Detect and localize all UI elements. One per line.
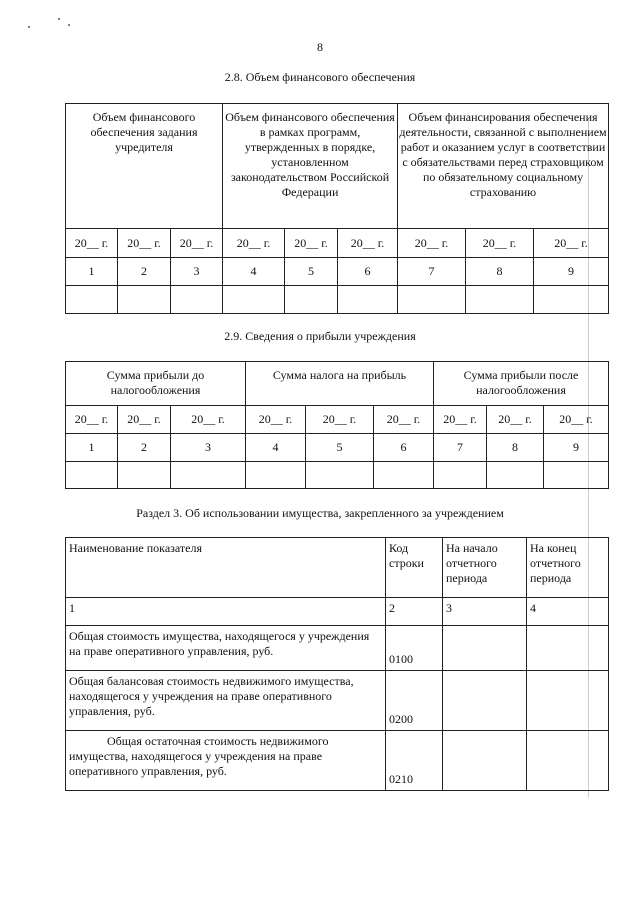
empty-cell [306,462,374,489]
profit-table [65,361,609,489]
empty-cell [66,286,118,314]
empty-cell [223,286,285,314]
year-cell: 20__ г. [466,229,534,258]
year-cell: 20__ г. [66,406,118,434]
empty-cell [374,462,434,489]
scan-speck [58,18,60,20]
year-cell: 20__ г. [544,406,609,434]
page-number: 8 [317,40,323,54]
line-code: 0210 [386,731,443,791]
column-number: 2 [386,598,443,626]
column-number: 7 [398,258,466,286]
year-cell: 20__ г. [398,229,466,258]
group-header-insurance: Объем финансирования обеспечения деятельности, связанной с выполнением работ и оказанием услуг в соответствии с обязательствами перед страховщиком по обязательному социальному страхованию [398,104,609,229]
column-number: 2 [118,258,171,286]
empty-cell [118,462,171,489]
group-header-profit-before-tax: Сумма прибыли до налогообложения [66,362,246,406]
indicator-name: Общая стоимость имущества, находящегося у учреждения на праве оперативного управления, руб. [66,626,386,671]
line-code: 0200 [386,671,443,731]
year-cell: 20__ г. [223,229,285,258]
year-cell: 20__ г. [171,406,246,434]
empty-cell [443,626,527,671]
year-cell: 20__ г. [171,229,223,258]
empty-cell [285,286,338,314]
header-period-end: На конец отчетного периода [527,538,609,598]
year-cell: 20__ г. [118,229,171,258]
empty-cell [443,671,527,731]
column-number: 4 [223,258,285,286]
year-cell: 20__ г. [374,406,434,434]
column-number: 5 [306,434,374,462]
empty-cell [66,462,118,489]
financial-support-table [65,103,609,314]
empty-cell [398,286,466,314]
column-number: 3 [171,258,223,286]
group-header-programs: Объем финансового обеспечения в рамках программ, утвержденных в порядке, установленном законодательством Российской Федерации [223,104,398,229]
column-number: 5 [285,258,338,286]
column-number: 8 [487,434,544,462]
year-cell: 20__ г. [487,406,544,434]
empty-cell [246,462,306,489]
column-number: 1 [66,434,118,462]
column-number: 9 [534,258,609,286]
section-3-title: Раздел 3. Об использовании имущества, закрепленного за учреждением [136,506,504,520]
scan-speck [28,26,30,28]
empty-cell [171,286,223,314]
indicator-name: Общая балансовая стоимость недвижимого имущества, находящегося у учреждения на праве оперативного управления, руб. [66,671,386,731]
column-number: 1 [66,598,386,626]
scan-speck [68,24,70,26]
column-number: 9 [544,434,609,462]
empty-cell [434,462,487,489]
header-indicator-name: Наименование показателя [66,538,386,598]
group-header-profit-after-tax: Сумма прибыли после налогообложения [434,362,609,406]
empty-cell [118,286,171,314]
header-line-code: Код строки [386,538,443,598]
empty-cell [466,286,534,314]
column-number: 7 [434,434,487,462]
property-usage-table [65,537,609,791]
column-number: 3 [443,598,527,626]
column-number: 6 [374,434,434,462]
year-cell: 20__ г. [285,229,338,258]
empty-cell [534,286,609,314]
empty-cell [527,626,609,671]
empty-cell [443,731,527,791]
year-cell: 20__ г. [338,229,398,258]
empty-cell [171,462,246,489]
column-number: 4 [527,598,609,626]
year-cell: 20__ г. [534,229,609,258]
column-number: 2 [118,434,171,462]
section-2-8-title: 2.8. Объем финансового обеспечения [224,70,416,84]
empty-cell [338,286,398,314]
column-number: 6 [338,258,398,286]
year-cell: 20__ г. [434,406,487,434]
line-code: 0100 [386,626,443,671]
year-cell: 20__ г. [66,229,118,258]
column-number: 8 [466,258,534,286]
column-number: 3 [171,434,246,462]
empty-cell [527,731,609,791]
column-number: 1 [66,258,118,286]
empty-cell [544,462,609,489]
column-number: 4 [246,434,306,462]
indicator-name: Общая остаточная стоимость недвижимого имущества, находящегося у учреждения на праве оперативного управления, руб. [66,731,386,791]
section-2-9-title: 2.9. Сведения о прибыли учреждения [224,329,416,343]
year-cell: 20__ г. [118,406,171,434]
empty-cell [487,462,544,489]
year-cell: 20__ г. [306,406,374,434]
header-period-start: На начало отчетного периода [443,538,527,598]
group-header-profit-tax: Сумма налога на прибыль [246,362,434,406]
group-header-founder-task: Объем финансового обеспечения задания учредителя [66,104,223,229]
year-cell: 20__ г. [246,406,306,434]
empty-cell [527,671,609,731]
